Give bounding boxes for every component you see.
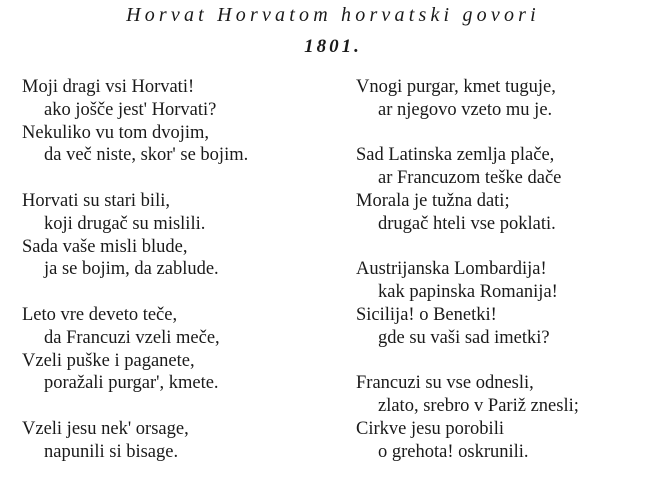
verse-line: ja se bojim, da zablude. [44, 259, 219, 280]
poem-year: 1801. [304, 36, 362, 57]
verse-line: Leto vre deveto teče, [22, 304, 178, 325]
verse-line: Austrijanska Lombardija! [356, 259, 547, 280]
verse-line: Vnogi purgar, kmet tuguje, [356, 77, 556, 97]
stanza [22, 418, 340, 464]
stanza [356, 258, 656, 349]
left-column [22, 76, 340, 486]
stanza [22, 76, 340, 167]
verse-line: Sad Latinska zemlja plače, [356, 145, 555, 166]
verse-line: kak papinska Romanija! [378, 282, 558, 303]
verse-line: Sada vaše misli blude, [22, 236, 188, 257]
right-column [356, 76, 656, 486]
verse-line: o grehota! oskrunili. [378, 441, 529, 462]
verse-line: gde su vaši sad imetki? [378, 327, 550, 348]
verse-line: Nekuliko vu tom dvojim, [22, 122, 210, 143]
stanza [356, 372, 656, 463]
verse-line: zlato, srebro v Pariž znesli; [378, 396, 579, 417]
verse-line: Horvati su stari bili, [22, 190, 170, 211]
verse-line: Vzeli jesu nek' orsage, [22, 418, 189, 439]
verse-line: ako jošče jest' Horvati? [44, 99, 217, 120]
verse-line: Morala je tužna dati; [356, 190, 510, 211]
verse-line: Moji dragi vsi Horvati! [22, 77, 195, 97]
verse-line: Cirkve jesu porobili [356, 418, 504, 439]
verse-line: Sicilija! o Benetki! [356, 304, 497, 325]
verse-line: da Francuzi vzeli meče, [44, 327, 220, 348]
poem-title: Horvat Horvatom horvatski govori [126, 4, 540, 26]
verse-line: koji drugač su mislili. [44, 213, 206, 234]
stanza [22, 304, 340, 395]
verse-line: drugač hteli vse poklati. [378, 213, 556, 234]
stanza [356, 144, 656, 235]
verse-line: ar Francuzom teške dače [378, 168, 562, 189]
stanza [356, 76, 656, 122]
verse-line: napunili si bisage. [44, 441, 179, 462]
verse-line: ar njegovo vzeto mu je. [378, 99, 553, 120]
verse-line: poražali purgar', kmete. [44, 373, 219, 394]
verse-line: da več niste, skor' se bojim. [44, 145, 249, 166]
stanza [22, 190, 340, 281]
verse-line: Francuzi su vse odnesli, [356, 373, 534, 394]
verse-line: Vzeli puške i paganete, [22, 350, 195, 371]
